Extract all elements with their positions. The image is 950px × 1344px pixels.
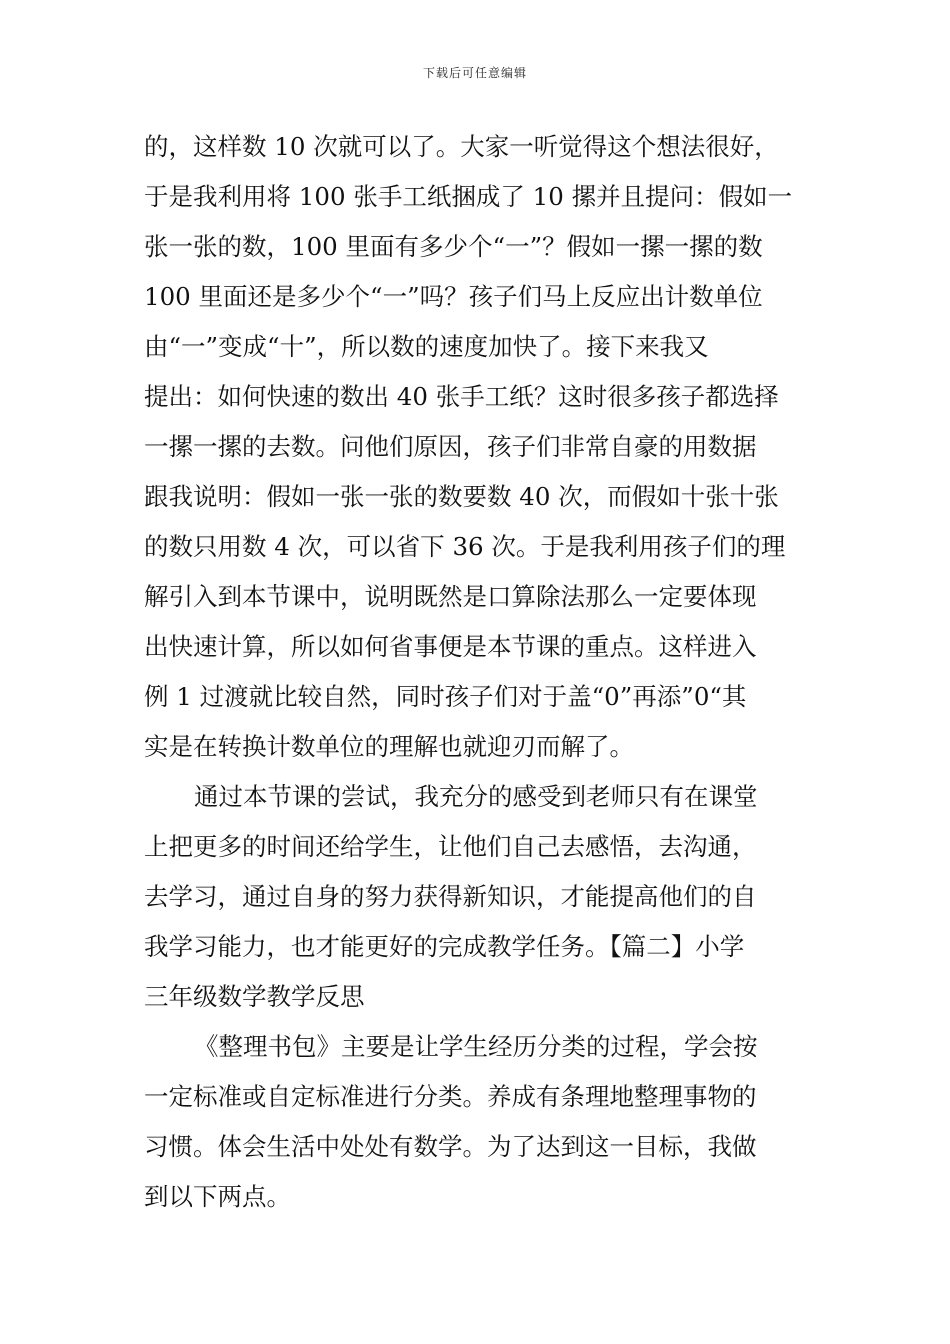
text-line: 《整理书包》主要是让学生经历分类的过程，学会按: [194, 1032, 758, 1061]
text-line: 例 1 过渡就比较自然，同时孩子们对于盖“0”再添”0“其: [144, 682, 747, 711]
text-line: 提出：如何快速的数出 40 张手工纸？这时很多孩子都选择: [144, 382, 779, 411]
paragraph-2: [144, 772, 808, 1022]
paragraph-3: [144, 1022, 808, 1222]
text-line: 一定标准或自定标准进行分类。养成有条理地整理事物的: [144, 1082, 757, 1111]
text-line: 跟我说明：假如一张一张的数要数 40 次，而假如十张十张: [144, 482, 779, 511]
page-header: 下载后可任意编辑: [422, 66, 527, 80]
text-line: 上把更多的时间还给学生，让他们自己去感悟，去沟通，: [144, 832, 757, 861]
text-line: 由“一”变成“十”，所以数的速度加快了。接下来我又: [144, 332, 709, 361]
text-line: 的，这样数 10 次就可以了。大家一听觉得这个想法很好，: [144, 132, 779, 161]
text-line: 出快速计算，所以如何省事便是本节课的重点。这样进入: [144, 632, 757, 661]
text-line: 解引入到本节课中，说明既然是口算除法那么一定要体现: [144, 582, 757, 611]
text-line: 的数只用数 4 次，可以省下 36 次。于是我利用孩子们的理: [144, 532, 786, 561]
paragraph-1: [144, 122, 808, 772]
text-line: 于是我利用将 100 张手工纸捆成了 10 摞并且提问：假如一: [144, 182, 793, 211]
text-line: 三年级数学教学反思: [144, 982, 365, 1011]
text-line: 习惯。体会生活中处处有数学。为了达到这一目标，我做: [144, 1132, 757, 1161]
document-body: [144, 122, 808, 1222]
text-line: 实是在转换计数单位的理解也就迎刃而解了。: [144, 732, 634, 761]
text-line: 到以下两点。: [144, 1182, 291, 1211]
text-line: 张一张的数，100 里面有多少个“一”？假如一摞一摞的数: [144, 232, 763, 261]
text-line: 我学习能力，也才能更好的完成教学任务。【篇二】小学: [144, 932, 745, 961]
text-line: 100 里面还是多少个“一”吗？孩子们马上反应出计数单位: [144, 282, 763, 311]
text-line: 一摞一摞的去数。问他们原因，孩子们非常自豪的用数据: [144, 432, 757, 461]
text-line: 去学习，通过自身的努力获得新知识，才能提高他们的自: [144, 882, 757, 911]
text-line: 通过本节课的尝试，我充分的感受到老师只有在课堂: [194, 782, 758, 811]
